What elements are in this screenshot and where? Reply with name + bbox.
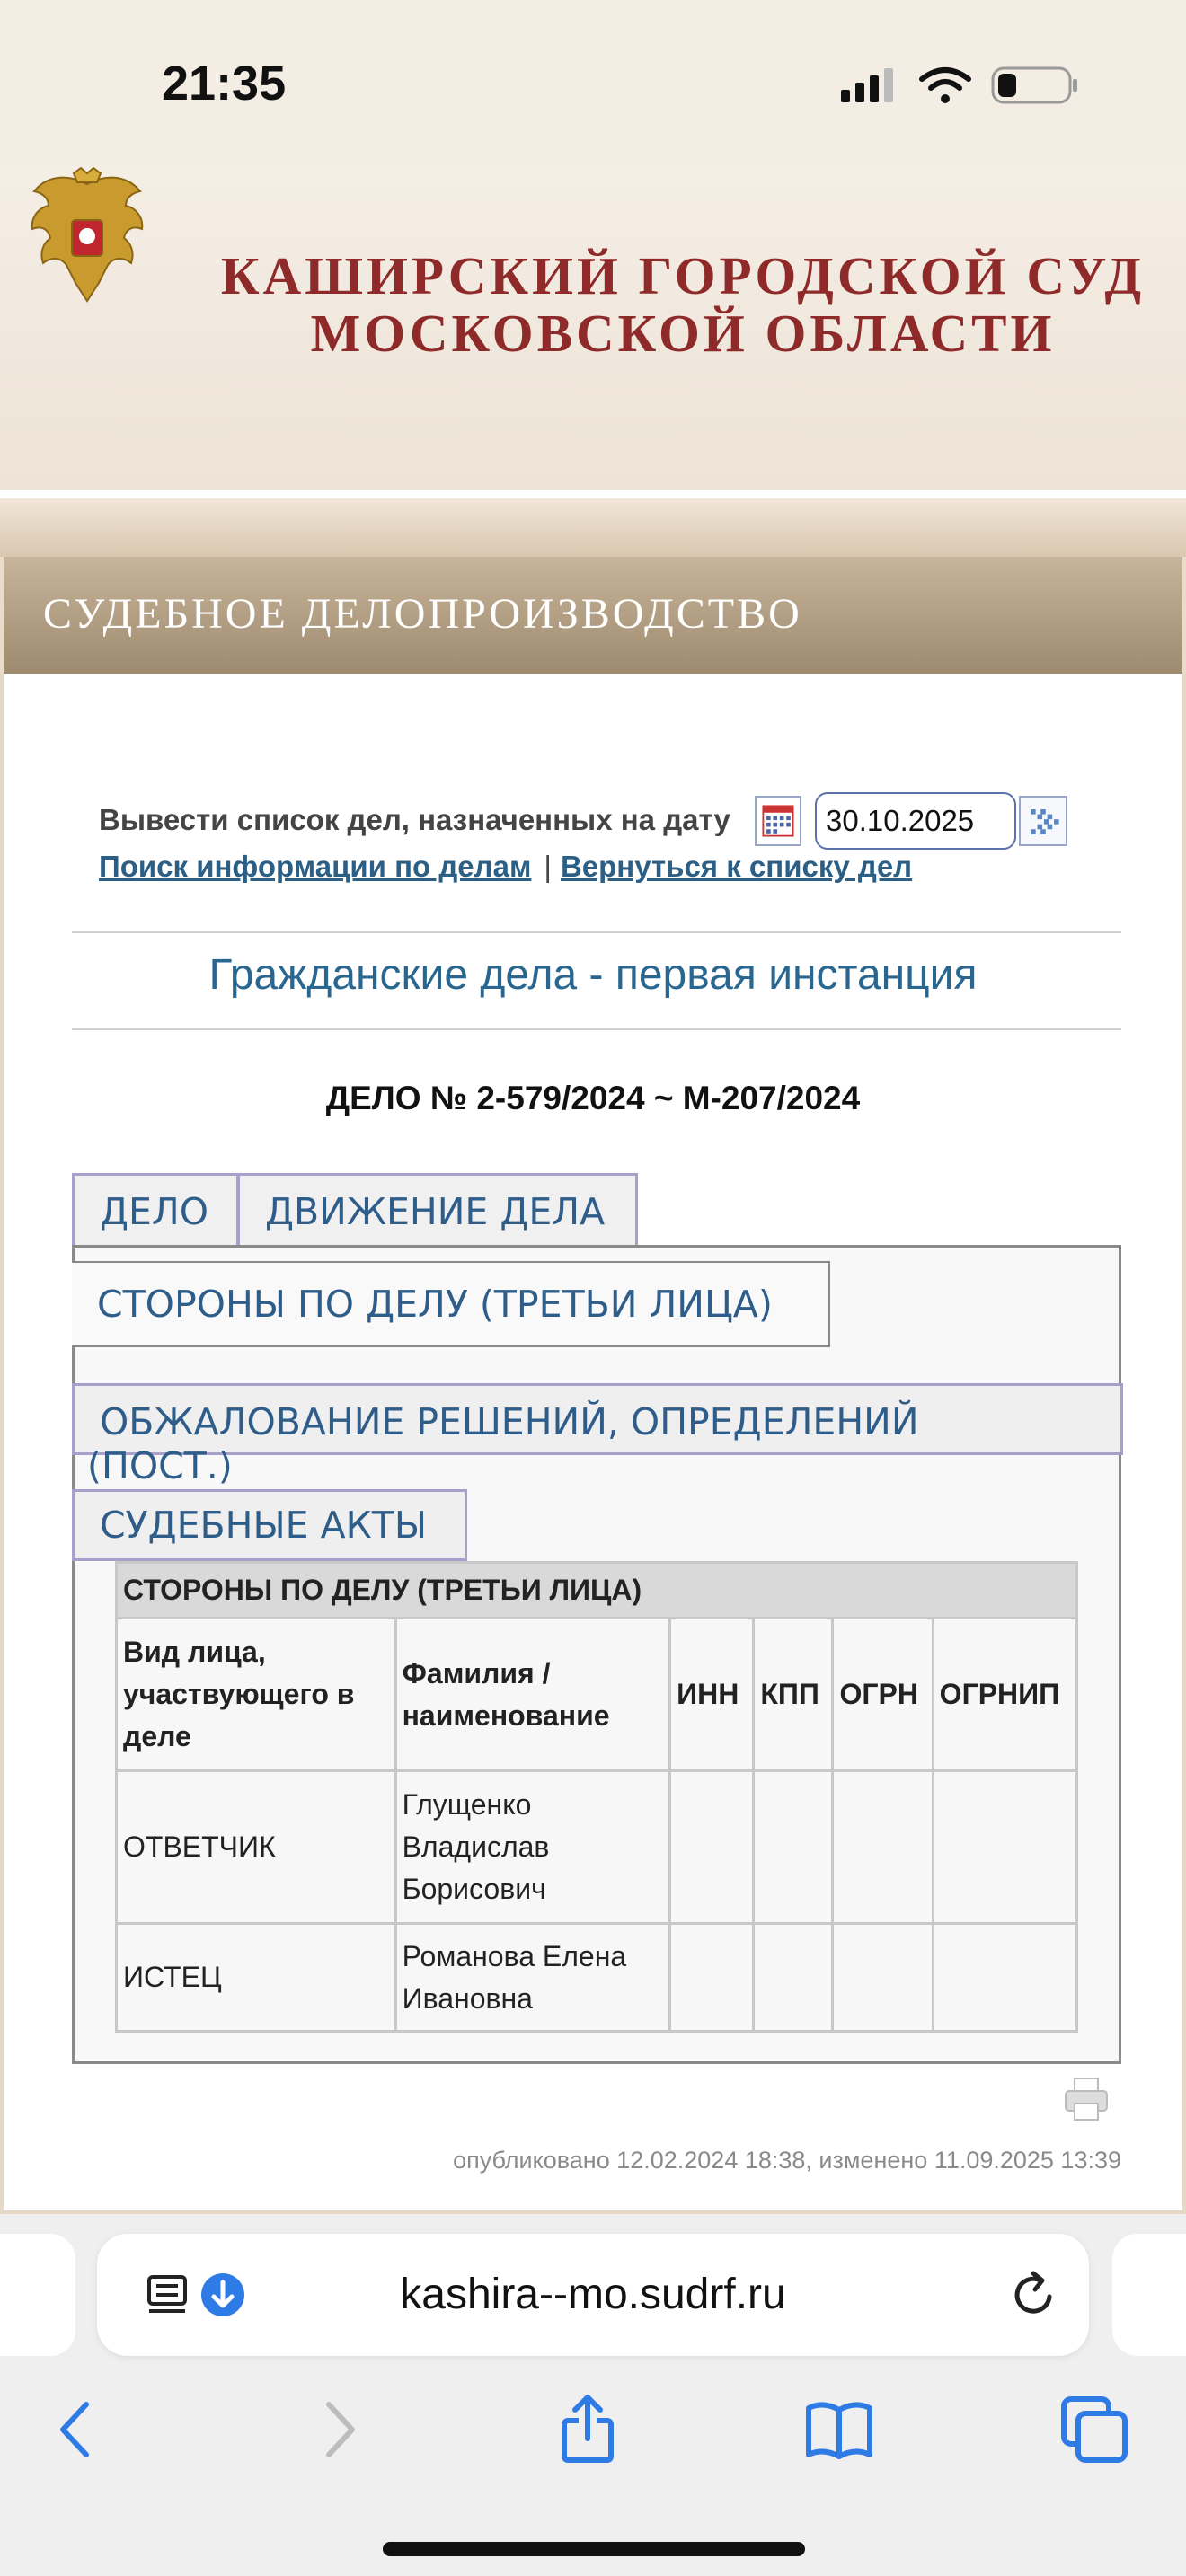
table-caption: СТОРОНЫ ПО ДЕЛУ (ТРЕТЬИ ЛИЦА) bbox=[117, 1563, 1077, 1619]
calendar-icon[interactable] bbox=[755, 796, 801, 846]
table-cell bbox=[670, 1924, 754, 2032]
divider bbox=[72, 1028, 1121, 1030]
court-name bbox=[180, 247, 1186, 362]
status-bar bbox=[0, 0, 1186, 166]
column-header: ИНН bbox=[670, 1619, 754, 1771]
back-to-list-link[interactable]: Вернуться к списку дел bbox=[560, 850, 913, 883]
column-header: ОГРНИП bbox=[933, 1619, 1076, 1771]
tab-appeals-line2[interactable]: (ПОСТ.) bbox=[87, 1448, 233, 1484]
header-divider bbox=[0, 490, 1186, 498]
table-cell: Романова Елена Ивановна bbox=[395, 1924, 670, 2032]
wifi-icon bbox=[922, 70, 969, 103]
tab-court-acts[interactable]: СУДЕБНЫЕ АКТЫ bbox=[72, 1489, 467, 1561]
column-header: Фамилия / наименование bbox=[395, 1619, 670, 1771]
links-row bbox=[99, 850, 912, 884]
divider bbox=[72, 931, 1121, 933]
next-tab-pill[interactable] bbox=[1112, 2234, 1186, 2356]
table-cell bbox=[754, 1771, 833, 1924]
table-row bbox=[117, 1771, 1077, 1924]
battery-icon bbox=[993, 68, 1077, 102]
home-indicator bbox=[383, 2542, 805, 2556]
table-cell bbox=[833, 1771, 933, 1924]
link-separator: | bbox=[544, 850, 552, 883]
reload-icon[interactable] bbox=[1005, 2266, 1062, 2324]
published-info: опубликовано 12.02.2024 18:38, изменено 11.09.2025 13:39 bbox=[453, 2147, 1121, 2174]
table-cell: Глущенко Владислав Борисович bbox=[395, 1771, 670, 1924]
header-band bbox=[0, 498, 1186, 557]
table-cell bbox=[754, 1924, 833, 2032]
tab-appeals[interactable]: ОБЖАЛОВАНИЕ РЕШЕНИЙ, ОПРЕДЕЛЕНИЙ bbox=[72, 1383, 1123, 1455]
column-header: ОГРН bbox=[833, 1619, 933, 1771]
search-cases-link[interactable]: Поиск информации по делам bbox=[99, 850, 532, 883]
section-banner bbox=[0, 557, 1186, 674]
court-header bbox=[0, 166, 1186, 490]
court-name-line1: КАШИРСКИЙ ГОРОДСКОЙ СУД bbox=[220, 246, 1146, 305]
previous-tab-pill[interactable] bbox=[0, 2234, 75, 2356]
share-icon[interactable] bbox=[552, 2394, 624, 2466]
tab-case[interactable]: ДЕЛО bbox=[72, 1173, 239, 1247]
forward-chevron-icon[interactable] bbox=[302, 2394, 374, 2466]
cellular-signal-icon bbox=[841, 68, 893, 102]
table-cell: ОТВЕТЧИК bbox=[117, 1771, 396, 1924]
tab-case-movement[interactable]: ДВИЖЕНИЕ ДЕЛА bbox=[237, 1173, 638, 1247]
table-cell: ИСТЕЦ bbox=[117, 1924, 396, 2032]
book-icon[interactable] bbox=[803, 2394, 875, 2466]
russian-coat-of-arms-icon bbox=[22, 166, 153, 306]
case-number: ДЕЛО № 2-579/2024 ~ М-207/2024 bbox=[325, 1080, 861, 1116]
back-chevron-icon[interactable] bbox=[41, 2394, 113, 2466]
section-title: СУДЕБНОЕ ДЕЛОПРОИЗВОДСТВО bbox=[43, 590, 802, 638]
parties-table bbox=[115, 1561, 1078, 2033]
main-content bbox=[0, 674, 1186, 2214]
date-filter-label: Вывести список дел, назначенных на дату bbox=[99, 803, 730, 836]
court-name-line2: МОСКОВСКОЙ ОБЛАСТИ bbox=[310, 304, 1056, 363]
go-arrows-icon[interactable] bbox=[1019, 796, 1067, 846]
url-text[interactable]: kashira--mo.sudrf.ru bbox=[400, 2271, 786, 2318]
table-row bbox=[117, 1924, 1077, 2032]
printer-icon[interactable] bbox=[1062, 2077, 1111, 2122]
column-header: КПП bbox=[754, 1619, 833, 1771]
table-cell bbox=[933, 1924, 1076, 2032]
table-cell bbox=[933, 1771, 1076, 1924]
browser-toolbar bbox=[0, 2214, 1186, 2576]
tab-parties[interactable]: СТОРОНЫ ПО ДЕЛУ (ТРЕТЬИ ЛИЦА) bbox=[72, 1261, 830, 1347]
date-input[interactable] bbox=[815, 792, 1016, 850]
tabs-icon[interactable] bbox=[1058, 2394, 1130, 2466]
status-icons bbox=[837, 63, 1080, 108]
table-cell bbox=[833, 1924, 933, 2032]
table-header-row bbox=[117, 1619, 1077, 1771]
address-bar[interactable] bbox=[97, 2234, 1089, 2356]
case-category-title: Гражданские дела - первая инстанция bbox=[208, 951, 978, 999]
table-cell bbox=[670, 1771, 754, 1924]
column-header: Вид лица, участвующего в деле bbox=[117, 1619, 396, 1771]
status-time: 21:35 bbox=[162, 57, 287, 110]
